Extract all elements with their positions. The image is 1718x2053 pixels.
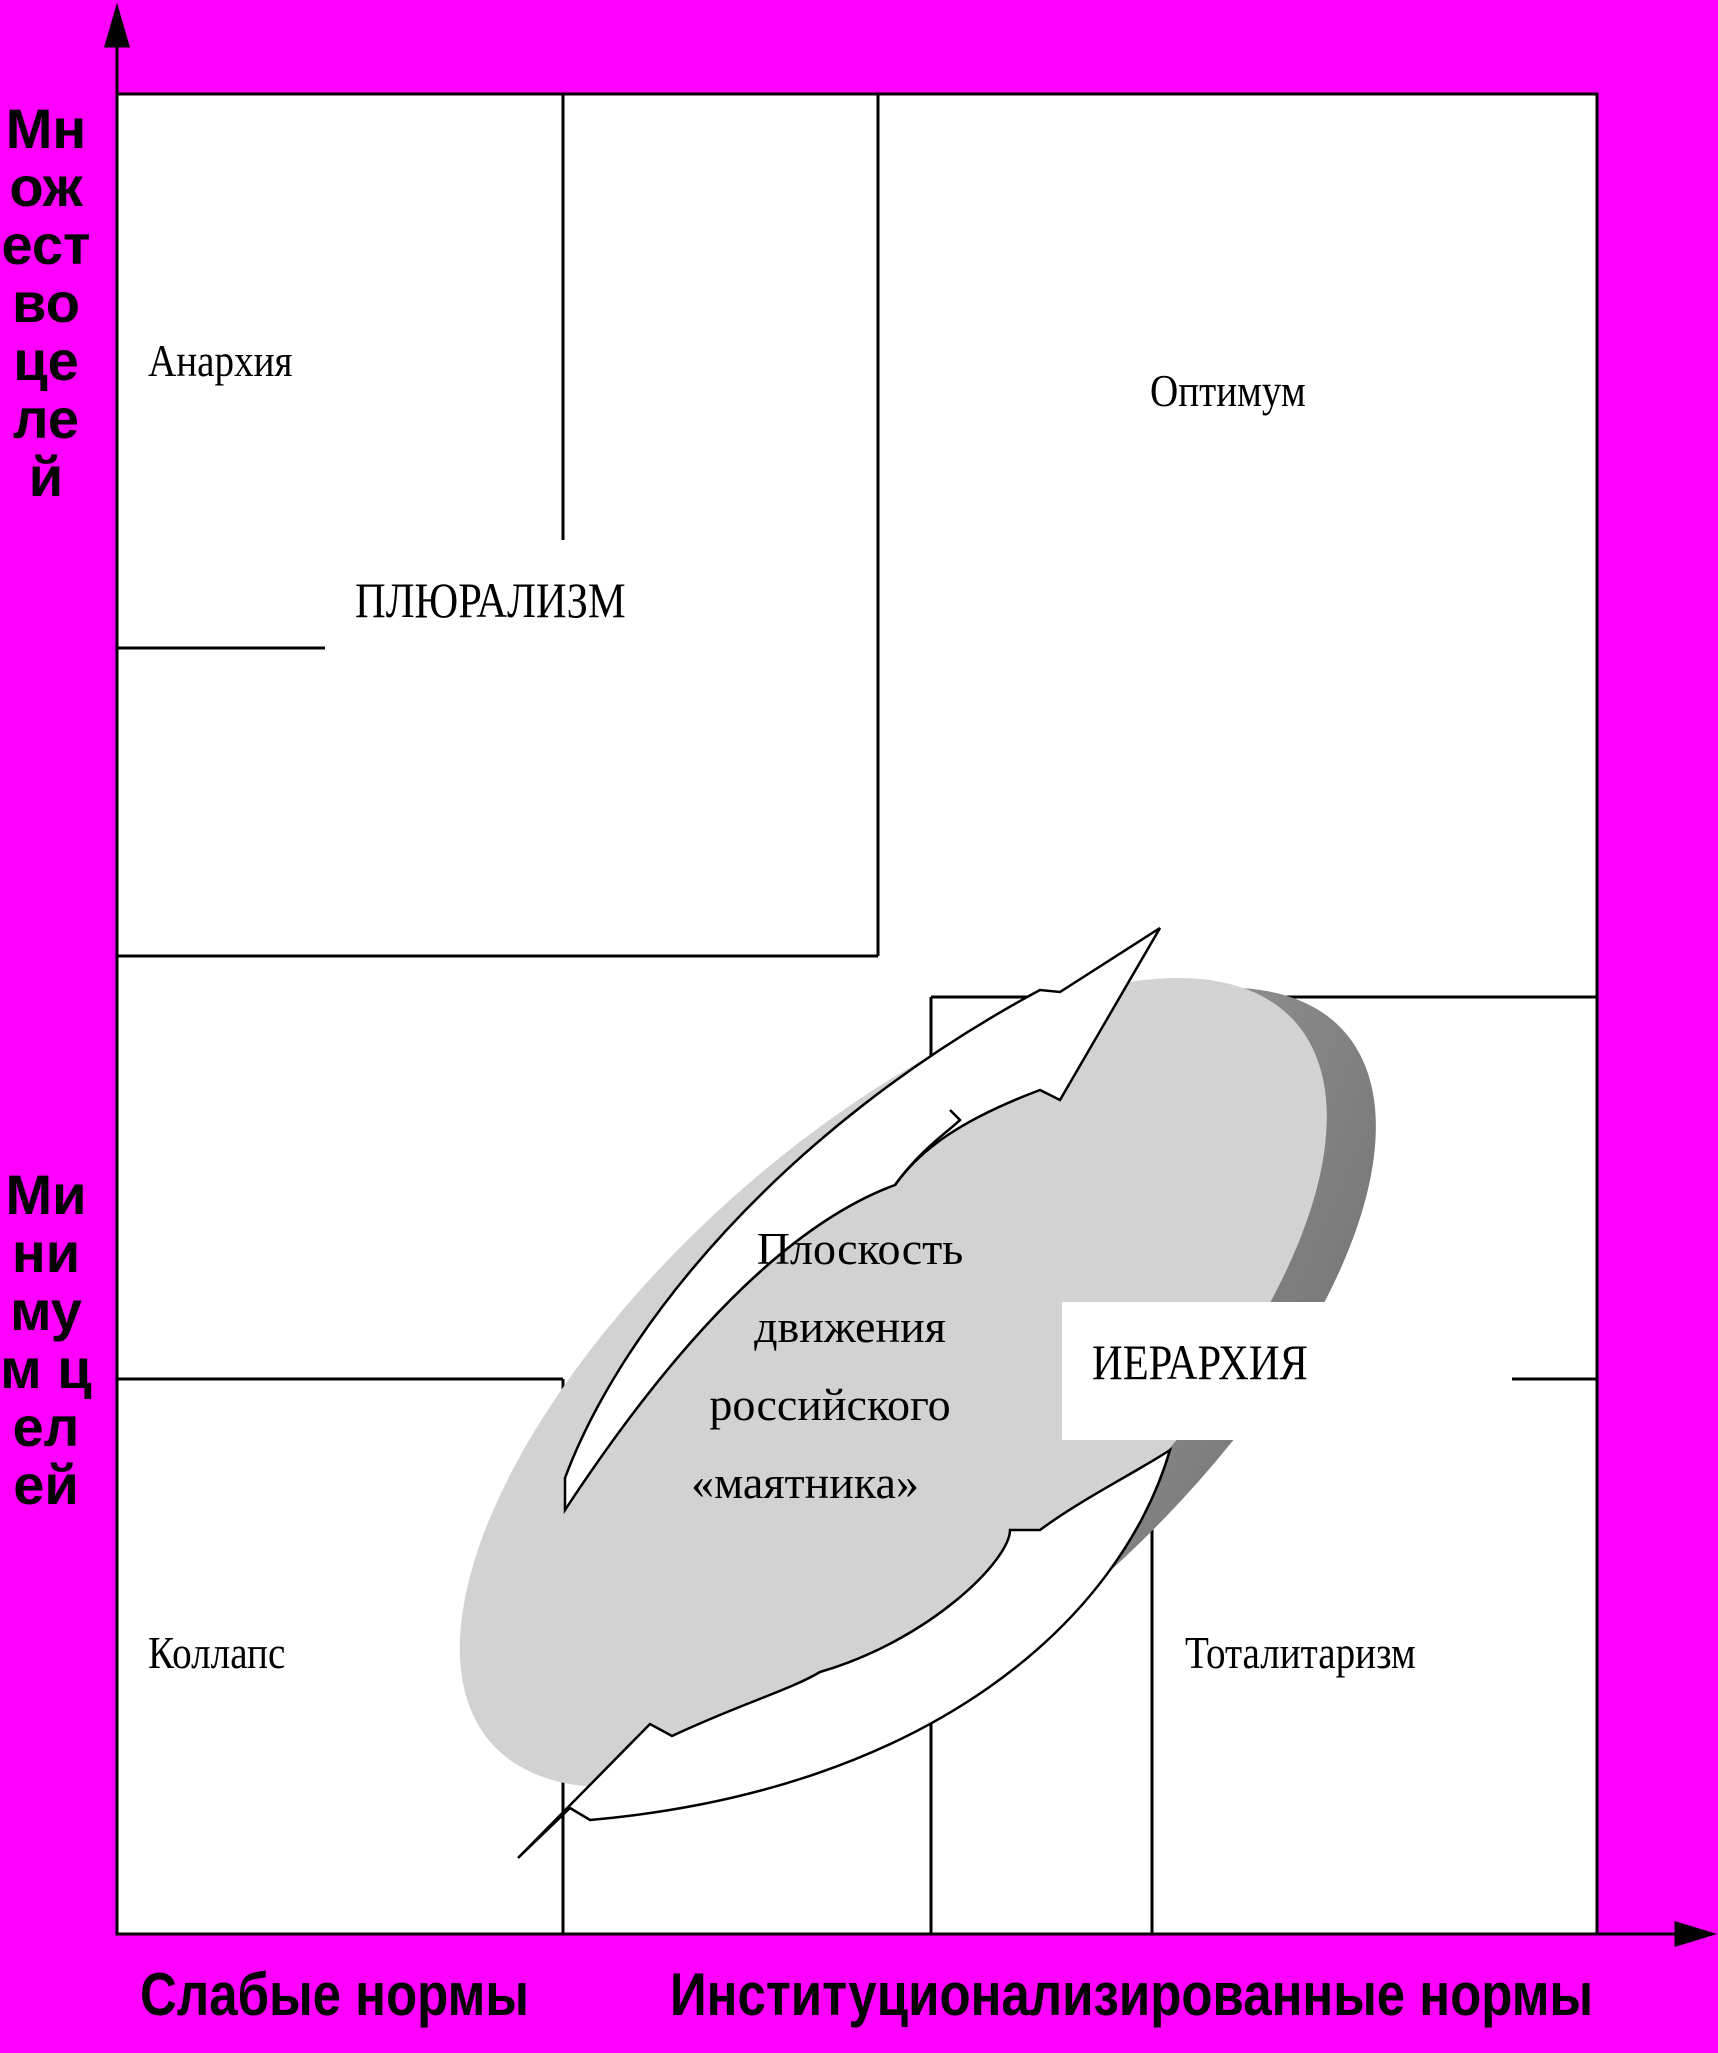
y-axis-label-top: Множество целей (1, 97, 91, 508)
plane-label-line-1: Плоскость (756, 1223, 964, 1274)
x-axis-label-left: Слабые нормы (140, 1961, 529, 2028)
x-axis-label-right: Институционализированные нормы (670, 1961, 1594, 2028)
region-label-collapse: Коллапс (148, 1627, 286, 1678)
plane-label-line-2: движения (754, 1301, 946, 1352)
y-axis-label-bottom: Минимум целей (0, 1163, 92, 1516)
region-label-totalitarianism: Тоталитаризм (1185, 1627, 1416, 1678)
region-label-anarchy: Анархия (148, 335, 293, 386)
region-label-hierarchy: ИЕРАРХИЯ (1092, 1334, 1308, 1390)
plane-label-line-4: «маятника» (691, 1457, 919, 1508)
region-label-optimum: Оптимум (1150, 365, 1306, 416)
region-label-pluralism: ПЛЮРАЛИЗМ (355, 572, 626, 628)
plane-label (640, 1210, 1020, 1522)
plane-label-line-3: российского (709, 1379, 951, 1430)
